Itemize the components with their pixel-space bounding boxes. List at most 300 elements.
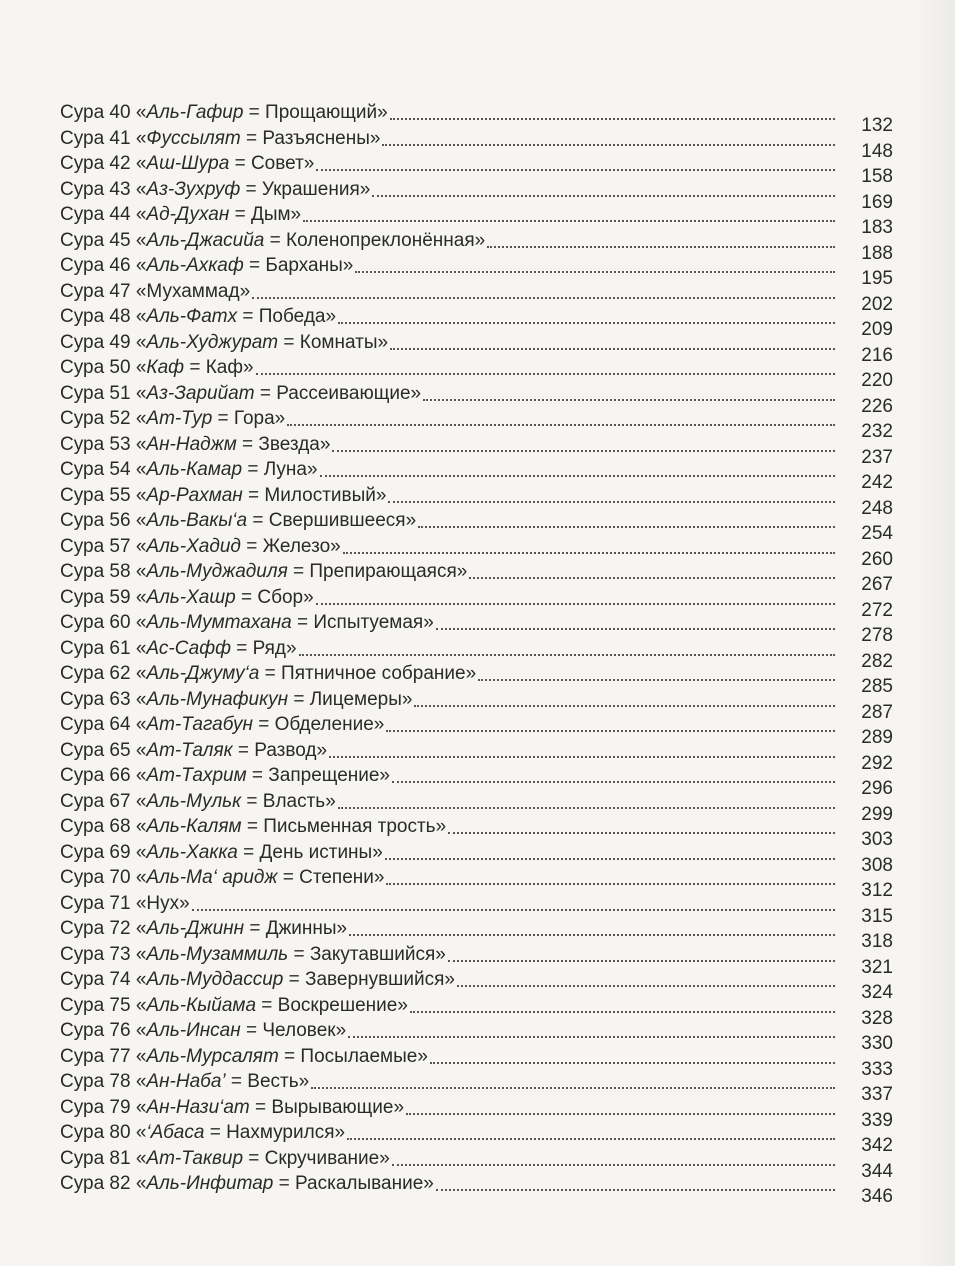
toc-entry [60,763,895,799]
surah-meaning: = Комнаты» [278,331,389,353]
surah-number: Сура 64 « [60,714,147,735]
page-number: 248 [861,497,893,519]
surah-title [60,610,434,635]
surah-arabic-name: Ат-Таляк [146,739,233,761]
dot-leader [448,960,835,962]
page-number: 216 [861,344,893,366]
toc-entry [60,1171,895,1207]
toc-entry-label [60,508,835,533]
surah-meaning: = Джинны» [244,918,348,939]
dot-leader [332,450,835,452]
surah-arabic-name: Аль-Мунафикун [146,688,289,710]
page-number: 282 [861,650,893,672]
table-of-contents [60,100,895,1207]
toc-entry-label [60,712,835,737]
page-number: 315 [861,905,893,927]
toc-entry [60,789,895,825]
dot-leader [457,985,835,987]
surah-meaning: = Свершившееся» [247,510,417,531]
surah-title [60,330,388,355]
surah-arabic-name: Аль-Ахкаф [146,255,244,276]
dot-leader [320,475,835,477]
surah-number: Сура 75 « [60,994,147,1016]
dot-leader [430,1062,835,1064]
dot-leader [392,781,835,783]
dot-leader [355,271,835,273]
dot-leader [347,1138,835,1140]
surah-number: Сура 57 « [60,535,147,557]
toc-entry-label [60,1018,835,1043]
toc-entry-label [60,151,835,176]
toc-entry [60,483,895,519]
toc-entry-label [60,100,835,125]
dot-leader [316,169,835,171]
surah-title [60,712,384,737]
toc-entry [60,457,895,493]
surah-arabic-name: Аль-Хашр [146,586,236,608]
surah-meaning: = Степени» [277,867,385,888]
surah-meaning: = Вырывающие» [249,1096,405,1118]
surah-arabic-name: Ан-Наба’ [146,1071,226,1092]
surah-number: Сура 65 « [60,739,147,761]
surah-number: Сура 67 « [60,790,147,812]
page-number: 132 [861,115,893,136]
toc-entry-label [60,126,835,151]
page-number: 188 [861,242,893,264]
toc-entry-label [60,559,835,584]
surah-meaning: = Совет» [229,153,315,174]
surah-meaning: = Письменная трость» [241,816,447,837]
surah-arabic-name: Аз-Зухруф [146,178,241,200]
surah-title [60,508,416,533]
toc-entry [60,355,895,391]
surah-number: Сура 59 « [60,586,147,608]
surah-title [60,916,347,941]
toc-entry-label [60,381,835,406]
surah-title [60,457,318,482]
toc-entry-label [60,534,835,559]
surah-title [60,559,467,584]
surah-number: Сура 53 « [60,433,147,455]
surah-meaning: = Скручивание» [243,1147,390,1169]
page-number: 339 [861,1109,893,1131]
toc-entry-label [60,610,835,635]
surah-arabic-name: Аль-Калям [146,816,242,837]
dot-leader [316,603,835,605]
toc-entry [60,330,895,366]
dot-leader [311,1087,835,1089]
surah-meaning: = Препирающаяся» [287,561,468,582]
toc-entry-label [60,432,835,457]
surah-title [60,253,353,278]
page-number: 272 [861,599,893,621]
surah-arabic-name: Ан-Нази‘ат [146,1096,250,1118]
surah-arabic-name: Аль-Кыйама [146,994,257,1016]
surah-meaning: = Весть» [225,1071,310,1092]
surah-number: Сура 68 « [60,816,147,837]
page-number: 148 [861,140,893,162]
surah-number: Сура 52 « [60,408,147,429]
surah-number: Сура 61 « [60,637,147,659]
surah-arabic-name: ‘Абаса [146,1122,205,1143]
toc-entry [60,559,895,595]
surah-number: Сура 74 « [60,969,147,990]
surah-meaning: = Пятничное собрание» [259,663,477,684]
surah-meaning: = Украшения» [240,178,371,200]
surah-meaning: = Разъяснены» [240,127,381,149]
page-number: 226 [861,395,893,417]
surah-title [60,763,390,788]
toc-entry [60,865,895,901]
dot-leader [372,195,835,197]
toc-entry-label [60,585,835,610]
surah-title [60,534,341,559]
dot-leader [386,883,835,885]
toc-entry-label [60,942,835,967]
surah-title [60,789,336,814]
toc-entry-label [60,916,835,941]
surah-number: Сура 82 « [60,1173,147,1194]
surah-meaning: = День истины» [237,841,383,863]
page-number: 303 [861,829,893,850]
surah-number: Сура 73 « [60,943,147,965]
page-number: 330 [861,1033,893,1054]
surah-number: Сура 79 « [60,1096,147,1118]
page-number: 318 [861,931,893,952]
surah-arabic-name: Ат-Тур [146,408,213,429]
surah-arabic-name: Аль-Гафир [146,102,244,123]
surah-meaning: = Человек» [240,1020,347,1041]
toc-entry-label [60,636,835,661]
toc-entry-label [60,814,835,839]
surah-arabic-name: Аль-Фатх [146,306,238,327]
page-number: 183 [861,217,893,238]
surah-title [60,1069,309,1094]
surah-meaning: = Звезда» [236,433,331,455]
toc-entry-label [60,355,835,380]
toc-entry-label [60,661,835,686]
dot-leader [406,1113,835,1115]
dot-leader [287,424,835,426]
toc-entry-label [60,483,835,508]
scan-edge-shadow [915,0,955,1266]
toc-entry-label [60,763,835,788]
surah-meaning: = Раскалывание» [273,1173,434,1194]
surah-number: Сура 51 « [60,382,147,404]
surah-title [60,840,383,865]
page-number: 337 [861,1084,893,1105]
surah-arabic-name: Ас-Сафф [146,637,231,659]
surah-number: Сура 56 « [60,510,147,531]
surah-arabic-name: Ат-Таквир [146,1147,244,1169]
surah-arabic-name: Аль-Инсан [146,1020,241,1041]
surah-number: Сура 49 « [60,331,147,353]
toc-entry-label [60,406,835,431]
surah-arabic-name: Аль-Мумтахана [146,612,292,633]
surah-meaning: = Победа» [237,306,337,327]
dot-leader [436,628,835,630]
surah-meaning: = Барханы» [243,255,354,276]
surah-arabic-name: Аль-Худжурат [146,331,279,353]
toc-entry-label [60,253,835,278]
surah-number: Сура 41 « [60,127,147,149]
page-number: 287 [861,701,893,723]
surah-meaning: Мухаммад» [146,280,251,302]
surah-meaning: = Дым» [229,204,302,225]
dot-leader [390,348,835,350]
toc-entry [60,304,895,340]
toc-entry [60,432,895,468]
toc-entry [60,916,895,952]
toc-entry-label [60,1120,835,1145]
toc-entry-label [60,330,835,355]
dot-leader [469,577,835,579]
surah-title [60,126,380,151]
toc-entry [60,1018,895,1054]
surah-title [60,738,327,763]
surah-number: Сура 70 « [60,867,147,888]
surah-number: Сура 76 « [60,1020,147,1041]
surah-title [60,432,330,457]
surah-meaning: = Ряд» [230,637,297,659]
surah-meaning: Нух» [146,892,190,914]
page-number: 267 [861,574,893,595]
dot-leader [303,220,835,222]
toc-entry [60,202,895,238]
toc-entry-label [60,228,835,253]
surah-number: Сура 44 « [60,204,147,225]
toc-entry-label [60,1044,835,1069]
toc-entry [60,1069,895,1105]
surah-meaning: = Милостивый» [242,484,387,506]
toc-entry [60,585,895,621]
toc-entry [60,406,895,442]
toc-entry-label [60,279,835,304]
toc-entry [60,253,895,289]
surah-arabic-name: Ат-Тагабун [146,714,253,735]
toc-entry-label [60,1095,835,1120]
surah-title [60,687,412,712]
surah-arabic-name: Аль-Джуму‘а [146,663,260,684]
page-number: 342 [861,1135,893,1156]
dot-leader [382,144,835,146]
surah-meaning: = Запрещение» [246,765,391,786]
surah-meaning: = Каф» [184,357,254,378]
dot-leader [343,552,835,554]
surah-meaning: = Луна» [242,459,318,480]
dot-leader [436,1189,835,1191]
dot-leader [299,654,835,656]
surah-title [60,381,421,406]
surah-title [60,1120,345,1145]
surah-arabic-name: Аль-Хадид [146,535,241,557]
surah-meaning: = Власть» [241,790,336,812]
surah-title [60,1095,404,1120]
toc-entry-label [60,967,835,992]
toc-entry-label [60,1171,835,1196]
surah-number: Сура 43 « [60,178,147,200]
surah-title [60,1171,434,1196]
surah-number: Сура 55 « [60,484,147,506]
toc-entry [60,177,895,213]
toc-entry-label [60,177,835,202]
toc-entry [60,1146,895,1182]
surah-number: Сура 71 « [60,892,147,914]
toc-entry [60,687,895,723]
surah-title [60,661,476,686]
page-number: 296 [861,778,893,799]
dot-leader [478,679,835,681]
toc-entry [60,1044,895,1080]
surah-title [60,483,386,508]
dot-leader [423,399,835,401]
toc-entry-label [60,1146,835,1171]
surah-title [60,636,297,661]
dot-leader [192,909,835,911]
page-number: 289 [861,727,893,748]
page-number: 321 [861,956,893,978]
surah-arabic-name: Аль-Муддассир [146,969,284,990]
surah-number: Сура 63 « [60,688,147,710]
dot-leader [349,934,835,936]
dot-leader [252,297,835,299]
surah-title [60,406,285,431]
toc-entry [60,993,895,1029]
surah-arabic-name: Аль-Муджадиля [146,561,288,582]
toc-entry [60,1120,895,1156]
dot-leader [392,1164,835,1166]
dot-leader [386,730,835,732]
toc-entry-label [60,1069,835,1094]
surah-number: Сура 42 « [60,153,147,174]
toc-entry [60,151,895,187]
toc-entry-label [60,865,835,890]
toc-entry [60,279,895,315]
surah-meaning: = Испытуемая» [291,612,434,633]
toc-entry [60,228,895,264]
surah-number: Сура 66 « [60,765,147,786]
page-number: 220 [861,370,893,391]
toc-entry [60,534,895,570]
surah-meaning: = Рассеивающие» [254,382,422,404]
toc-entry [60,100,895,136]
surah-arabic-name: Фуссылят [146,127,241,149]
surah-title [60,151,314,176]
toc-entry [60,126,895,162]
toc-entry-label [60,840,835,865]
surah-number: Сура 80 « [60,1122,147,1143]
surah-number: Сура 77 « [60,1045,147,1067]
page-number: 209 [861,319,893,340]
dot-leader [410,1011,835,1013]
toc-entry [60,636,895,672]
surah-arabic-name: Аль-Музаммиль [146,943,289,965]
page-number: 312 [861,880,893,901]
surah-title [60,279,250,304]
surah-number: Сура 78 « [60,1071,147,1092]
surah-meaning: = Завернувшийся» [283,969,455,990]
surah-title [60,967,455,992]
surah-title [60,177,370,202]
surah-arabic-name: Аль-Мульк [146,790,242,812]
surah-arabic-name: Аш-Шура [146,153,230,174]
toc-entry [60,610,895,646]
page-number: 299 [861,803,893,825]
surah-number: Сура 62 « [60,663,147,684]
dot-leader [338,322,835,324]
surah-meaning: = Нахмурился» [204,1122,346,1143]
page-number: 202 [861,293,893,315]
toc-entry-label [60,891,835,916]
surah-title [60,304,336,329]
surah-arabic-name: Аль-Мурсалят [146,1045,279,1067]
toc-entry-label [60,202,835,227]
surah-title [60,942,446,967]
toc-entry [60,381,895,417]
surah-meaning: = Посылаемые» [278,1045,428,1067]
page-number: 260 [861,548,893,570]
surah-title [60,1044,428,1069]
surah-number: Сура 48 « [60,306,147,327]
surah-meaning: = Железо» [240,535,341,557]
surah-number: Сура 72 « [60,918,147,939]
surah-title [60,891,190,916]
toc-entry-label [60,789,835,814]
surah-arabic-name: Аль-Вакы‘а [146,510,248,531]
toc-entry [60,1095,895,1131]
surah-arabic-name: Ар-Рахман [146,484,243,506]
surah-title [60,814,446,839]
toc-entry [60,738,895,774]
dot-leader [487,246,835,248]
dot-leader [414,705,835,707]
surah-meaning: = Гора» [212,408,286,429]
surah-title [60,100,388,125]
toc-entry-label [60,993,835,1018]
surah-arabic-name: Аз-Зарийат [146,382,255,404]
surah-title [60,1018,346,1043]
surah-arabic-name: Каф [146,357,185,378]
surah-title [60,865,384,890]
dot-leader [348,1036,835,1038]
surah-arabic-name: Аль-Джасийа [146,229,265,251]
surah-arabic-name: Аль-Камар [146,459,243,480]
page-number: 285 [861,676,893,697]
page-number: 328 [861,1007,893,1029]
surah-arabic-name: Ат-Тахрим [146,765,247,786]
toc-entry [60,891,895,927]
dot-leader [390,118,835,120]
dot-leader [338,807,835,809]
toc-entry [60,942,895,978]
surah-meaning: = Развод» [232,739,328,761]
page-number: 169 [861,191,893,213]
surah-arabic-name: Аль-Инфитар [146,1173,274,1194]
page-number: 232 [861,421,893,442]
page-number: 346 [861,1186,893,1207]
toc-entry-label [60,457,835,482]
surah-title [60,202,301,227]
page-number: 237 [861,446,893,468]
surah-number: Сура 54 « [60,459,147,480]
toc-entry [60,712,895,748]
dot-leader [329,756,835,758]
page-number: 308 [861,854,893,876]
page-number: 158 [861,166,893,187]
surah-number: Сура 50 « [60,357,147,378]
surah-meaning: = Прощающий» [243,102,388,123]
surah-arabic-name: Аль-Джинн [146,918,245,939]
